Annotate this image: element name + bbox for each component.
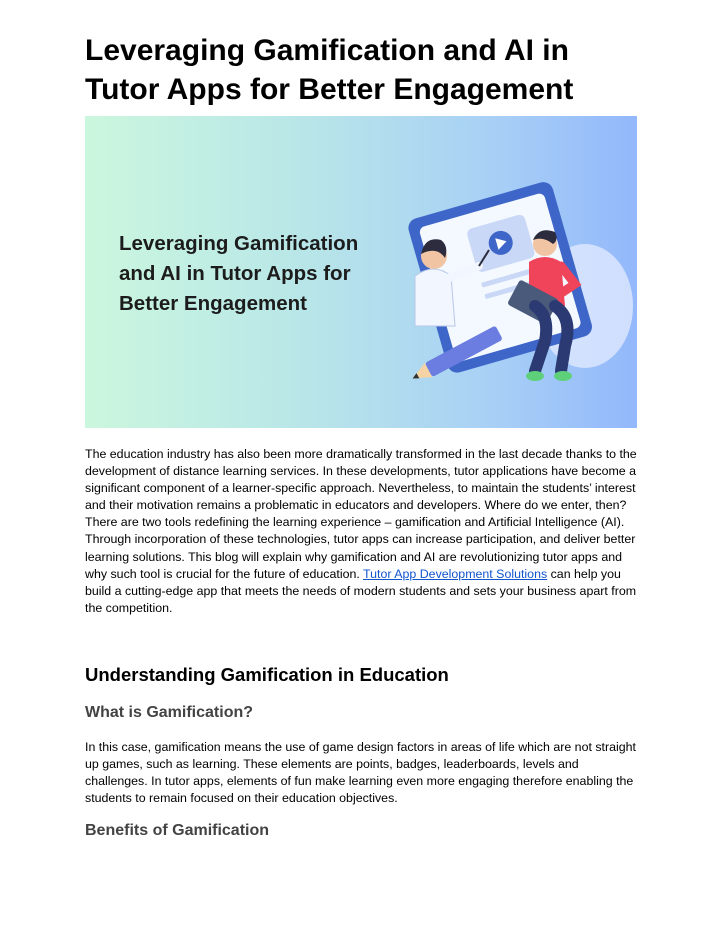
hero-title: Leveraging Gamification and AI in Tutor Apps for Better Engagement: [119, 232, 359, 315]
page-title: Leveraging Gamification and AI in Tutor Apps for Better Engagement: [85, 34, 574, 106]
tutor-illustration: [385, 166, 635, 396]
subheading-benefits: Benefits of Gamification: [85, 822, 270, 839]
intro-paragraph: [85, 446, 637, 617]
section-heading: Understanding Gamification in Education: [85, 664, 449, 685]
intro-text: The education industry has also been more dramatically transformed in the last decade thanks to the development of distance learning services. In these developments, tutor applications have become a significant component of a learner-specific approach. Nevertheless, to maintain the students’ interest and their motivation remains a problematic in educators and developers. Where do we enter, then? There are two tools redefining the learning experience – gamification and Artificial Intelligence (AI). Through incorporation of these technologies, tutor apps can increase participation, and deliver better learning solutions. This blog will explain why gamification and AI are revolutionizing tutor apps and why such tool is crucial for the future of education.: [85, 447, 637, 581]
subheading-what-is-gamification: What is Gamification?: [85, 704, 254, 721]
hero-banner: [85, 116, 637, 428]
tutor-app-development-link[interactable]: Tutor App Development Solutions: [363, 566, 548, 581]
gamification-paragraph: In this case, gamification means the use of game design factors in areas of life which are not straight up games, such as learning. These elements are points, badges, leaderboards, levels and challenges. In tutor apps, elements of fun make learning even more engaging therefore enabling the students to remain focused on their education objectives.: [85, 740, 636, 806]
intro-text-end: can help you build a cutting-edge app that meets the needs of modern students and sets your business apart from the competition.: [85, 566, 637, 615]
